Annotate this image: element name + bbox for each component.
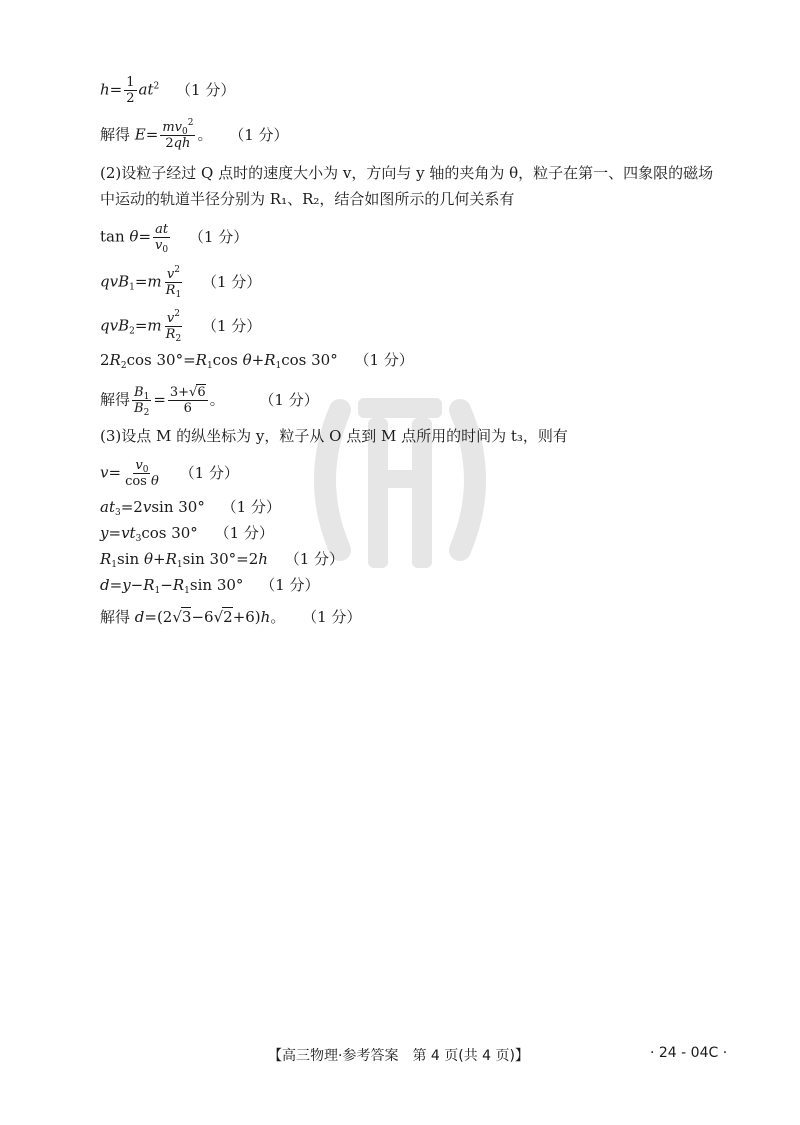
- equation-at3: $at_3=2vsin$ 30° （1 分）: [100, 498, 281, 518]
- score-label: （1 分）: [302, 608, 362, 626]
- score-label: （1 分）: [284, 550, 344, 568]
- equation-tan-theta: tan θ= $\frac{at}{v_0}$ （1 分）: [100, 222, 249, 255]
- fraction: $\frac{3+√6}{6}$: [169, 385, 206, 416]
- fraction: $\frac{at}{v_0}$: [155, 222, 169, 255]
- footer-title: 【高三物理·参考答案 第 4 页(共 4 页)】: [268, 1048, 529, 1064]
- equation-h: h= $\frac{1}{2}$ $at^2$ （1 分）: [100, 75, 236, 106]
- score-label: （1 分）: [176, 80, 236, 99]
- fraction: $\frac{B_1}{B_2}$: [134, 385, 150, 418]
- equation-d: $d=y-R_1-R_1\sin$ 30° （1 分）: [100, 576, 320, 596]
- equation-qvB1: qvB$_1$=m $\frac{v^2}{R_1}$ （1 分）: [100, 265, 262, 300]
- score-label: （1 分）: [221, 498, 281, 516]
- equation-B-ratio: 解得 $\frac{B_1}{B_2}$ = $\frac{3+√6}{6}$ 。 （1 分）: [100, 385, 319, 418]
- fraction: $\frac{v_0}{\text{cos θ}}$: [125, 458, 159, 489]
- paragraph-part2-line1: (2)设粒子经过 Q 点时的速度大小为 v，方向与 y 轴的夹角为 θ，粒子在第一、四象限的磁场: [100, 164, 714, 182]
- equation-y: $y=vt_3\cos$ 30° （1 分）: [100, 524, 274, 544]
- fraction: $\frac{v^2}{R_2}$: [165, 309, 182, 344]
- paragraph-part3: (3)设点 M 的纵坐标为 y，粒子从 O 点到 M 点所用的时间为 t₃，则有: [100, 427, 568, 445]
- paragraph-part2-line2: 中运动的轨道半径分别为 R₁、R₂，结合如图所示的几何关系有: [100, 190, 515, 208]
- equation-R1-sin: $R_1\sin$ $\theta+R_1\sin$ 30°=2h （1 分）: [100, 550, 344, 570]
- score-label: （1 分）: [179, 463, 239, 482]
- score-label: （1 分）: [201, 272, 262, 291]
- fraction: $\frac{v^2}{R_1}$: [165, 265, 182, 300]
- score-label: （1 分）: [214, 524, 274, 542]
- equation-qvB2: qvB$_2$=m $\frac{v^2}{R_2}$ （1 分）: [100, 309, 262, 344]
- score-label: （1 分）: [188, 227, 249, 246]
- footer-code: · 24 - 04C ·: [650, 1045, 728, 1061]
- score-label: （1 分）: [229, 125, 289, 144]
- score-label: （1 分）: [354, 351, 414, 369]
- score-label: （1 分）: [201, 316, 262, 335]
- equation-d-result: 解得 d=(2√3−6√2+6)h。 （1 分）: [100, 608, 362, 626]
- score-label: （1 分）: [259, 390, 319, 409]
- fraction: $\frac{1}{2}$: [126, 75, 135, 106]
- score-label: （1 分）: [260, 576, 320, 594]
- equation-E: 解得 E= $\frac{mv_0^2}{2qh}$ 。 （1 分）: [100, 118, 289, 151]
- equation-v: v= $\frac{v_0}{\text{cos θ}}$ （1 分）: [100, 458, 239, 489]
- fraction: $\frac{mv_0^2}{2qh}$: [162, 118, 194, 151]
- equation-geometry: $2R_2\cos$ $30^\circ=R_1\cos$ $\theta+R_1\cos$ 30° （1 分）: [100, 351, 414, 371]
